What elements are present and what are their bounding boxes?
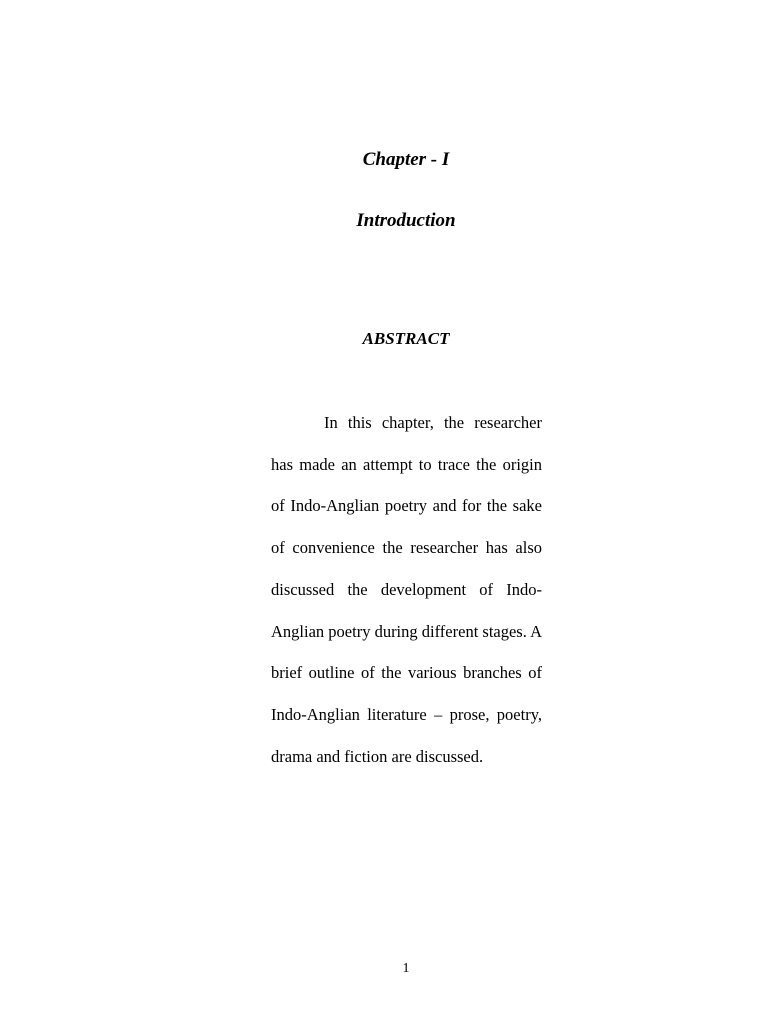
chapter-subtitle: Introduction xyxy=(356,210,456,231)
abstract-paragraph: In this chapter, the researcher has made an attempt to trace the origin of Indo-Anglian poetry and for the sake of convenience the researcher has also discussed the development of Indo-Anglian poetry during different stages. A brief outline of the various branches of Indo-Anglian literature – prose, poetry, drama and fiction are discussed. xyxy=(271,413,542,766)
abstract-heading: ABSTRACT xyxy=(362,329,450,348)
page-number: 1 xyxy=(402,961,410,976)
chapter-title: Chapter - I xyxy=(362,149,450,170)
